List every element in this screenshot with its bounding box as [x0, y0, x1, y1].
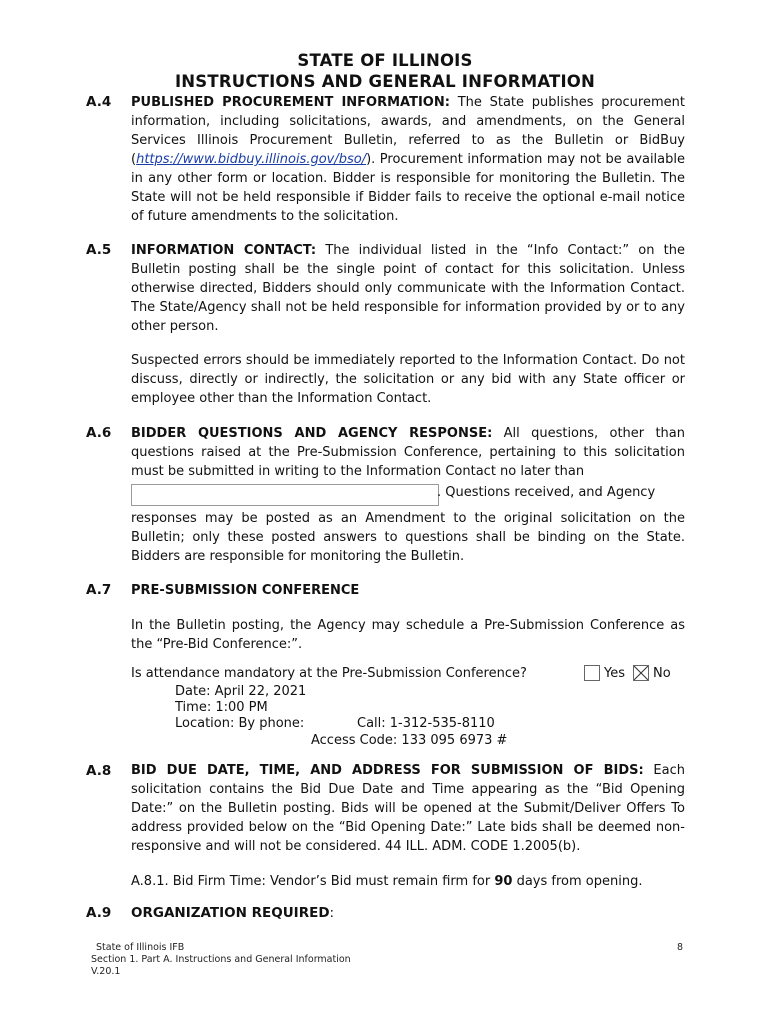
bid-firm-time-prefix: A.8.1. Bid Firm Time: Vendor’s Bid must remain firm for	[131, 874, 495, 889]
section-a4-body-end: ). Procurement information may not be available in any other form or location. Bidder is responsible for monitoring the Bulletin. The State will not be held responsible if Bidder fails to receive the optional e-mail notice of future amendments to the solicitation.	[131, 152, 685, 224]
section-number-a7: A.7	[86, 582, 112, 598]
conference-access-code: Access Code: 133 095 6973 #	[311, 733, 508, 748]
conference-time: Time: 1:00 PM	[175, 700, 268, 715]
section-number-a9: A.9	[86, 905, 112, 921]
section-a8-text	[131, 761, 685, 856]
section-a5-heading: INFORMATION CONTACT:	[131, 243, 317, 258]
section-a9-colon: :	[329, 905, 335, 921]
no-label: No	[653, 666, 671, 681]
section-a6-heading: BIDDER QUESTIONS AND AGENCY RESPONSE:	[131, 426, 493, 441]
section-a5-text	[131, 241, 685, 336]
document-title: STATE OF ILLINOIS	[297, 51, 473, 70]
section-number-a5: A.5	[86, 242, 112, 258]
section-a8-heading: BID DUE DATE, TIME, AND ADDRESS FOR SUBMISSION OF BIDS:	[131, 763, 644, 778]
section-a6-after-field: . Questions received, and Agency	[437, 485, 656, 500]
conference-date: Date: April 22, 2021	[175, 684, 307, 699]
bid-firm-time	[131, 873, 642, 890]
bidbuy-link[interactable]: https://www.bidbuy.illinois.gov/bso/	[136, 152, 367, 167]
section-a6-body: All questions, other than questions raised at the Pre-Submission Conference, pertaining to this solicitation must be submitted in writing to the Information Contact no later than	[131, 426, 685, 479]
section-number-a8: A.8	[86, 763, 112, 779]
conference-location: Location: By phone:	[175, 716, 305, 731]
bid-firm-days: 90	[494, 874, 513, 889]
section-a4-body-start: The State publishes procurement information, including solicitations, awards, and amendments, on the General Services Illinois Procurement Bulletin, referred to as the Bulletin or BidBuy (	[131, 95, 685, 167]
yes-label: Yes	[604, 666, 625, 681]
section-a7-body: In the Bulletin posting, the Agency may schedule a Pre-Submission Conference as the “Pre-Bid Conference:”.	[131, 618, 685, 652]
section-a6-continuation: responses may be posted as an Amendment to the original solicitation on the Bulletin; only these posted answers to questions shall be binding on the State. Bidders are responsible for monitoring the Bulletin.	[131, 511, 685, 564]
question-deadline-field[interactable]	[131, 484, 439, 506]
footer-document-name: State of Illinois IFB	[96, 942, 185, 953]
section-a4-text	[131, 93, 685, 226]
section-a5-body: The individual listed in the “Info Contact:” on the Bulletin posting shall be the single point of contact for this solicitation. Unless otherwise directed, Bidders should only communicate with the Information Contact. The State/Agency shall not be held responsible for information provided by or to any other person.	[131, 243, 685, 334]
page-number: 8	[677, 942, 684, 953]
checkbox-x-icon	[634, 666, 648, 680]
section-number-a4: A.4	[86, 94, 112, 110]
no-checkbox[interactable]	[633, 665, 649, 681]
section-a9-heading	[131, 905, 334, 922]
yes-checkbox[interactable]	[584, 665, 600, 681]
section-a7-heading-text: PRE-SUBMISSION CONFERENCE	[131, 583, 360, 598]
section-a9-heading-text: ORGANIZATION REQUIRED	[131, 905, 330, 921]
document-subtitle: INSTRUCTIONS AND GENERAL INFORMATION	[174, 72, 596, 91]
attendance-question: Is attendance mandatory at the Pre-Submission Conference?	[131, 666, 527, 681]
section-a7-heading	[131, 581, 685, 600]
section-a5-paragraph-2: Suspected errors should be immediately reported to the Information Contact. Do not discuss, directly or indirectly, the solicitation or any bid with any State officer or employee other than the Information Contact.	[131, 353, 685, 406]
conference-call-number: Call: 1-312-535-8110	[357, 716, 495, 731]
section-a4-heading: PUBLISHED PROCUREMENT INFORMATION:	[131, 95, 450, 110]
section-a8-body: Each solicitation contains the Bid Due Date and Time appearing as the “Bid Opening Date:” on the Bulletin posting. Bids will be opened at the Submit/Deliver Offers To address provided below on the “Bid Opening Date:” Late bids shall be deemed non-responsive and will not be considered. 44 ILL. ADM. CODE 1.2005(b).	[131, 763, 685, 854]
bid-firm-time-suffix: days from opening.	[512, 874, 643, 889]
section-number-a6: A.6	[86, 425, 112, 441]
section-a6-text	[131, 424, 685, 481]
footer-section-name: Section 1. Part A. Instructions and General Information	[91, 954, 351, 965]
footer-version: V.20.1	[91, 966, 121, 977]
